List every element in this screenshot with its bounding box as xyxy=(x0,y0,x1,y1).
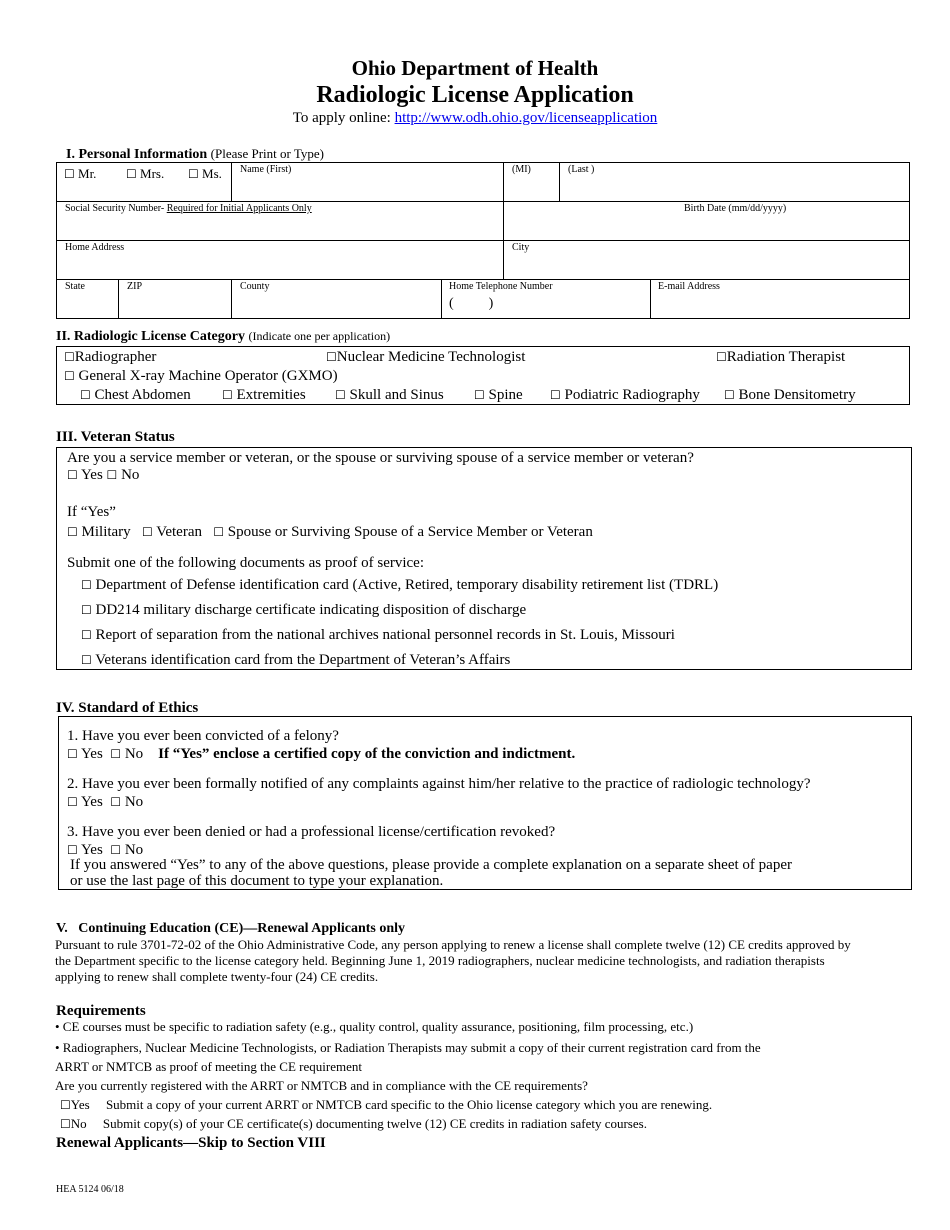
org-title: Ohio Department of Health xyxy=(351,56,599,80)
checkbox-icon: ☐ xyxy=(110,747,122,761)
section2-note: (Indicate one per application) xyxy=(248,329,391,343)
mi-field[interactable]: (MI) xyxy=(512,164,531,175)
ethics-q1-answers xyxy=(67,746,575,763)
city-field[interactable]: City xyxy=(512,242,530,253)
checkbox-icon: ☐ xyxy=(60,1117,71,1131)
q1-no[interactable]: ☐ No xyxy=(110,746,144,762)
checkbox-icon: ☐ xyxy=(126,167,137,181)
county-field[interactable]: County xyxy=(240,281,270,292)
section1-heading-line xyxy=(66,146,324,163)
renewal-skip-note: Renewal Applicants—Skip to Section VIII xyxy=(56,1135,326,1151)
q1-yes[interactable]: ☐ Yes xyxy=(67,746,103,762)
section4-heading: IV. Standard of Ethics xyxy=(56,700,199,716)
ce-question: Are you currently registered with the ARRT or NMTCB and in compliance with the CE requirements? xyxy=(55,1078,588,1093)
submit-proof-prompt: Submit one of the following documents as proof of service: xyxy=(67,555,425,571)
checkbox-icon: ☐ xyxy=(67,795,78,809)
checkbox-icon: ☐ xyxy=(64,350,75,364)
status-military[interactable]: ☐ Military xyxy=(67,524,131,540)
q3-no[interactable]: ☐ No xyxy=(110,842,144,858)
phone-parens: ( ) xyxy=(449,296,494,311)
status-veteran[interactable]: ☐ Veteran xyxy=(141,524,202,540)
zip-field[interactable]: ZIP xyxy=(127,281,142,292)
gxmo-podiatric[interactable]: ☐ Podiatric Radiography xyxy=(550,387,700,403)
category-radiographer[interactable]: ☐Radiographer xyxy=(64,349,157,365)
q2-yes[interactable]: ☐ Yes xyxy=(67,794,103,810)
apply-prefix: To apply online: xyxy=(292,110,391,126)
gxmo-extremities[interactable]: ☐ Extremities xyxy=(222,387,306,403)
section3-heading: III. Veteran Status xyxy=(56,429,175,445)
doc-separation-report[interactable]: ☐ Report of separation from the national archives national personnel records in St. Louis, Missouri xyxy=(81,627,675,643)
email-field[interactable]: E-mail Address xyxy=(658,281,720,292)
state-field[interactable]: State xyxy=(65,281,85,292)
ce-yes-text: Submit a copy of your current ARRT or NMTCB card specific to the Ohio license category which you are renewing. xyxy=(105,1097,713,1112)
checkbox-icon: ☐ xyxy=(81,578,92,592)
status-spouse[interactable]: ☐ Spouse or Surviving Spouse of a Service Member or Veteran xyxy=(213,524,593,540)
form-id: HEA 5124 06/18 xyxy=(56,1184,124,1195)
checkbox-icon: ☐ xyxy=(106,468,118,482)
section2-heading: II. Radiologic License Category xyxy=(56,329,245,344)
q1-note: If “Yes” enclose a certified copy of the conviction and indictment. xyxy=(158,746,576,762)
checkbox-icon: ☐ xyxy=(67,747,78,761)
doc-dod-id[interactable]: ☐ Department of Defense identification card (Active, Retired, temporary disability retirement list (TDRL) xyxy=(81,577,719,593)
req-bullet-2a: • Radiographers, Nuclear Medicine Technologists, or Radiation Therapists may submit a copy of their current registration card from the xyxy=(55,1040,761,1055)
ce-no-text: Submit copy(s) of your CE certificate(s) documenting twelve (12) CE credits in radiation safety courses. xyxy=(102,1116,647,1131)
ethics-q2: 2. Have you ever been formally notified of any complaints against him/her relative to the practice of radiologic technology? xyxy=(67,776,811,792)
checkbox-icon: ☐ xyxy=(188,167,199,181)
gxmo-bone-densitometry[interactable]: ☐ Bone Densitometry xyxy=(724,387,856,403)
checkbox-icon: ☐ xyxy=(67,468,78,482)
checkbox-icon: ☐ xyxy=(716,350,727,364)
checkbox-icon: ☐ xyxy=(110,795,122,809)
checkbox-icon: ☐ xyxy=(60,1098,71,1112)
checkbox-icon: ☐ xyxy=(80,388,91,402)
section2-heading-line xyxy=(56,329,390,345)
checkbox-icon: ☐ xyxy=(213,525,225,539)
checkbox-icon: ☐ xyxy=(81,653,92,667)
gxmo-chest-abdomen[interactable]: ☐ Chest Abdomen xyxy=(80,387,191,403)
ce-no-option[interactable]: ☐No Submit copy(s) of your CE certificate(s) documenting twelve (12) CE credits in radiation safety courses. xyxy=(60,1116,647,1131)
ethics-q2-answers xyxy=(67,794,143,811)
veteran-question: Are you a service member or veteran, or the spouse or surviving spouse of a service member or veteran? xyxy=(67,450,694,466)
checkbox-icon: ☐ xyxy=(64,369,75,383)
honorific-mr[interactable]: ☐ Mr. xyxy=(64,166,97,181)
req-bullet-1: • CE courses must be specific to radiation safety (e.g., quality control, quality assurance, positioning, film processing, etc.) xyxy=(55,1019,694,1034)
doc-dd214[interactable]: ☐ DD214 military discharge certificate indicating disposition of discharge xyxy=(81,602,527,618)
birth-date-field[interactable]: Birth Date (mm/dd/yyyy) xyxy=(684,203,787,214)
checkbox-icon: ☐ xyxy=(335,388,346,402)
checkbox-icon: ☐ xyxy=(81,603,92,617)
ce-para-1: Pursuant to rule 3701-72-02 of the Ohio Administrative Code, any person applying to renew a license shall complete twelve (12) CE credits approved by xyxy=(55,937,851,952)
ethics-explain-1: If you answered “Yes” to any of the above questions, please provide a complete explanation on a separate sheet of paper xyxy=(70,857,792,873)
gxmo-skull-sinus[interactable]: ☐ Skull and Sinus xyxy=(335,387,444,403)
home-phone-field[interactable]: Home Telephone Number xyxy=(449,281,553,292)
category-radiation-therapist[interactable]: ☐Radiation Therapist xyxy=(716,349,846,365)
requirements-heading: Requirements xyxy=(56,1003,146,1019)
checkbox-icon: ☐ xyxy=(474,388,485,402)
checkbox-icon: ☐ xyxy=(110,843,122,857)
ethics-q3: 3. Have you ever been denied or had a professional license/certification revoked? xyxy=(67,824,556,840)
q3-yes[interactable]: ☐ Yes xyxy=(67,842,103,858)
veteran-if-yes: If “Yes” xyxy=(67,504,116,520)
gxmo-spine[interactable]: ☐ Spine xyxy=(474,387,523,403)
ethics-explain-2: or use the last page of this document to type your explanation. xyxy=(70,873,444,889)
page-title: Radiologic License Application xyxy=(316,82,634,108)
checkbox-icon: ☐ xyxy=(141,525,153,539)
checkbox-icon: ☐ xyxy=(724,388,735,402)
ssn-note: Required for Initial Applicants Only xyxy=(166,203,312,214)
honorific-mrs[interactable]: ☐ Mrs. xyxy=(126,166,165,181)
category-nuclear-medicine[interactable]: ☐Nuclear Medicine Technologist xyxy=(326,349,526,365)
ethics-q1: 1. Have you ever been convicted of a felony? xyxy=(67,728,339,744)
honorific-ms[interactable]: ☐ Ms. xyxy=(188,166,222,181)
ssn-field[interactable] xyxy=(65,203,312,214)
checkbox-icon: ☐ xyxy=(550,388,561,402)
last-name-field[interactable]: (Last ) xyxy=(568,164,595,175)
req-bullet-2b: ARRT or NMTCB as proof of meeting the CE requirement xyxy=(55,1059,362,1074)
q2-no[interactable]: ☐ No xyxy=(110,794,144,810)
ce-para-2: the Department specific to the license category held. Beginning June 1, 2019 radiographers, nuclear medicine technologists, and radiation therapists xyxy=(55,953,825,968)
section5-heading: V. Continuing Education (CE)—Renewal Applicants only xyxy=(56,921,406,936)
ssn-label: Social Security Number- xyxy=(65,203,165,214)
home-address-field[interactable]: Home Address xyxy=(65,242,125,253)
checkbox-icon: ☐ xyxy=(64,167,75,181)
apply-online-line xyxy=(0,110,950,127)
veteran-status-options xyxy=(67,524,593,541)
category-gxmo[interactable]: ☐ General X-ray Machine Operator (GXMO) xyxy=(64,368,338,384)
section1-heading: I. Personal Information xyxy=(66,147,208,162)
checkbox-icon: ☐ xyxy=(67,525,78,539)
ce-yes-option[interactable]: ☐Yes Submit a copy of your current ARRT or NMTCB card specific to the Ohio license category which you are renewing. xyxy=(60,1097,713,1112)
section1-note: (Please Print or Type) xyxy=(210,146,324,161)
veteran-no[interactable]: ☐ No xyxy=(106,467,140,483)
doc-va-id-card[interactable]: ☐ Veterans identification card from the Department of Veteran’s Affairs xyxy=(81,652,511,668)
apply-online-link[interactable]: http://www.odh.ohio.gov/licenseapplication xyxy=(394,110,658,126)
checkbox-icon: ☐ xyxy=(67,843,78,857)
ce-para-3: applying to renew shall complete twenty-four (24) CE credits. xyxy=(55,969,379,984)
checkbox-icon: ☐ xyxy=(81,628,92,642)
veteran-yes[interactable]: ☐ Yes xyxy=(67,467,103,483)
checkbox-icon: ☐ xyxy=(326,350,337,364)
checkbox-icon: ☐ xyxy=(222,388,233,402)
first-name-field[interactable]: Name (First) xyxy=(240,164,292,175)
veteran-yes-no xyxy=(67,467,139,484)
